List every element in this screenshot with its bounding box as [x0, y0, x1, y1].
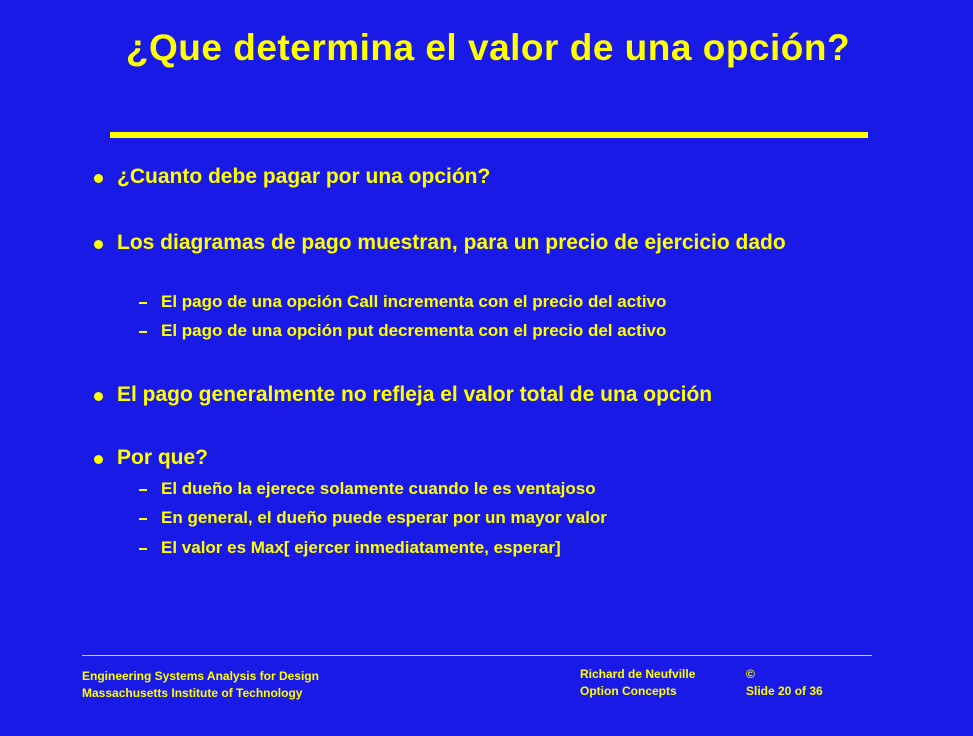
dash-icon — [139, 548, 147, 550]
dash-icon — [139, 331, 147, 333]
slide-title: ¿Que determina el valor de una opción? — [125, 27, 851, 68]
sub-bullet-item — [161, 290, 901, 314]
footer-topic: Option Concepts — [580, 684, 677, 698]
sub-bullet-text: El pago de una opción put decrementa con el precio del activo — [161, 321, 667, 340]
sub-bullet-item — [161, 319, 901, 343]
bullet-item — [117, 443, 907, 473]
bullet-text: Por que? — [117, 446, 209, 469]
footer-slide-number: Slide 20 of 36 — [746, 684, 823, 698]
bullet-text: Los diagramas de pago muestran, para un precio de ejercicio dado — [117, 231, 786, 254]
footer-institution: Massachusetts Institute of Technology — [82, 686, 303, 700]
sub-bullet-item — [161, 477, 901, 501]
sub-bullet-text: El valor es Max[ ejercer inmediatamente, esperar] — [161, 538, 561, 557]
sub-bullet-text: El dueño la ejerece solamente cuando le es ventajoso — [161, 479, 596, 498]
dash-icon — [139, 518, 147, 520]
bullet-dot-icon — [94, 174, 103, 183]
copyright-icon: © — [746, 667, 755, 681]
dash-icon — [139, 302, 147, 304]
bullet-text: ¿Cuanto debe pagar por una opción? — [117, 165, 491, 188]
sub-bullet-item — [161, 536, 901, 560]
sub-bullet-item — [161, 506, 901, 530]
bullet-item — [117, 380, 907, 410]
footer-author: Richard de Neufville — [580, 667, 696, 681]
bullet-text: El pago generalmente no refleja el valor total de una opción — [117, 383, 713, 406]
bullet-dot-icon — [94, 392, 103, 401]
bullet-item — [117, 162, 907, 192]
footer-course: Engineering Systems Analysis for Design — [82, 669, 319, 683]
bullet-dot-icon — [94, 240, 103, 249]
bullet-item — [117, 228, 907, 258]
bullet-dot-icon — [94, 455, 103, 464]
title-underline — [110, 132, 868, 138]
dash-icon — [139, 489, 147, 491]
footer-divider — [82, 655, 872, 656]
sub-bullet-text: En general, el dueño puede esperar por un mayor valor — [161, 508, 607, 527]
sub-bullet-text: El pago de una opción Call incrementa con el precio del activo — [161, 292, 667, 311]
